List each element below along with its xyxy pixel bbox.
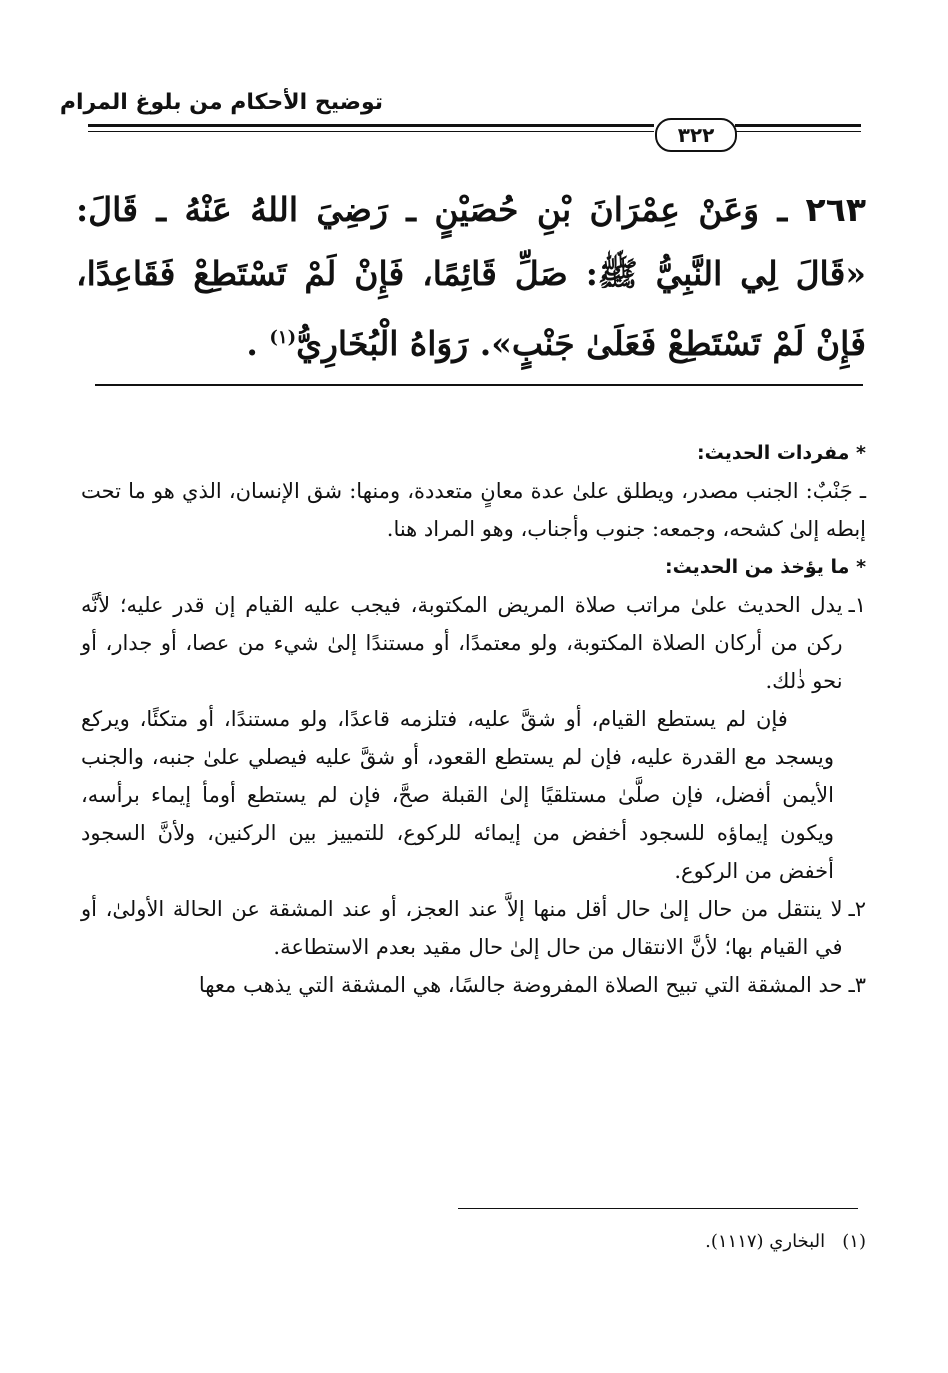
lesson-1-continuation: فإن لم يستطع القيام، أو شقَّ عليه، فتلزمه قاعدًا، ولو مستندًا، أو متكئًا، ويركع ويسجد مع القدرة عليه، فإن لم يستطع القعود، أو شقَّ عليه فيصلي علىٰ جنبه، والجنب الأيمن أفضل، فإن صلَّىٰ مستلقيًا إلىٰ القبلة صحَّ، فإن لم يستطع أومأ إيماء برأسه، ويكون إيماؤه للسجود أخفض من إيمائه للركوع، للتمييز بين الركنين، ولأنَّ السجود أخفض من الركوع. [81, 707, 834, 883]
header-rule-right [735, 124, 861, 127]
header-rule-left [88, 124, 654, 127]
section-separator [95, 384, 863, 386]
footnote-rule [458, 1208, 858, 1209]
lesson-item-3 [81, 966, 866, 1004]
header-rule-left-thin [88, 131, 654, 132]
lesson-text: لا ينتقل من حال إلىٰ حال أقل منها إلاَّ عند العجز، أو عند المشقة عن الحالة الأولىٰ، أو في القيام بها؛ لأنَّ الانتقال من حال إلىٰ حال مقيد بعدم الاستطاعة. [81, 897, 843, 959]
footnote-number: (١) [842, 1231, 866, 1252]
lesson-number: ٢ـ [848, 897, 866, 921]
lesson-number: ٣ـ [848, 973, 866, 997]
footnote [81, 1228, 866, 1256]
hadith-number: ٢٦٣ [805, 190, 866, 229]
book-title: توضيح الأحكام من بلوغ المرام [59, 90, 383, 115]
commentary [81, 434, 866, 1004]
lesson-number: ١ـ [848, 593, 866, 617]
lesson-text: يدل الحديث علىٰ مراتب صلاة المريض المكتوبة، فيجب عليه القيام إن قدر عليه؛ لأنَّه ركن من أركان الصلاة المكتوبة، ولو معتمدًا، أو مستندًا إلىٰ شيء من عصا، أو جدار، أو نحو ذٰلك. [81, 593, 843, 693]
hadith-end: . [246, 324, 258, 363]
header-rule-right-thin [735, 131, 861, 132]
footnote-text: البخاري (١١١٧). [705, 1231, 826, 1252]
lesson-text: حد المشقة التي تبيح الصلاة المفروضة جالسًا، هي المشقة التي يذهب معها [198, 973, 843, 997]
lesson-item-2 [81, 890, 866, 966]
hadith-text-block: ٢٦٣ ـ وَعَنْ عِمْرَانَ بْنِ حُصَيْنٍ ـ رَضِيَ اللهُ عَنْهُ ـ قَالَ: «قَالَ لِي النَّبِيُّ ﷺ: صَلِّ قَائِمًا، فَإِنْ لَمْ تَسْتَطِعْ فَقَاعِدًا، فَإِنْ لَمْ تَسْتَطِعْ فَعَلَىٰ جَنْبٍ». رَوَاهُ الْبُخَارِيُّ$^{(١)}$ . [76, 190, 866, 363]
hadith-text: وَعَنْ عِمْرَانَ بْنِ حُصَيْنٍ ـ رَضِيَ اللهُ عَنْهُ ـ قَالَ: «قَالَ لِي النَّبِيُّ ﷺ: صَلِّ قَائِمًا، فَإِنْ لَمْ تَسْتَطِعْ فَقَاعِدًا، فَإِنْ لَمْ تَسْتَطِعْ فَعَلَىٰ جَنْبٍ». رَوَاهُ الْبُخَارِيُّ [76, 190, 866, 363]
vocab-heading: * مفردات الحديث: [697, 442, 866, 464]
lesson-item-1 [81, 586, 866, 700]
page-number: ٣٢٢ [655, 118, 737, 152]
vocab-text: ـ جَنْبٌ: الجنب مصدر، ويطلق علىٰ عدة معانٍ متعددة، ومنها: شق الإنسان، الذي هو ما تحت إبطه إلىٰ كشحه، وجمعه: جنوب وأجناب، وهو المراد هنا. [81, 479, 866, 541]
lessons-heading: * ما يؤخذ من الحديث: [664, 556, 866, 578]
hadith-footnote-ref: (١) [269, 327, 297, 348]
